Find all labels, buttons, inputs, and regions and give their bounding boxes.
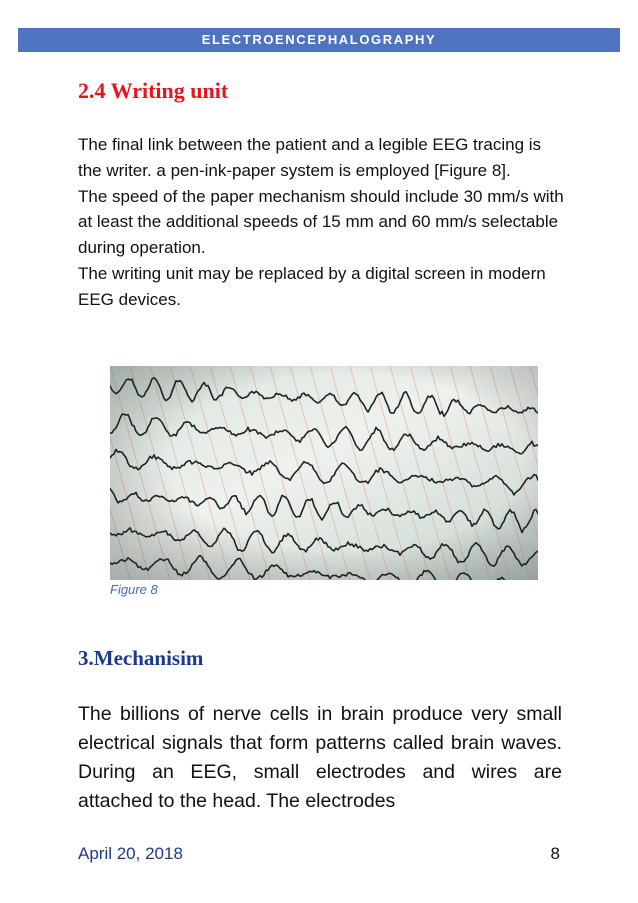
paragraph: The final link between the patient and a legible EEG tracing is the writer. a pen-ink-paper system is employed [Figure 8]. — [78, 135, 542, 180]
footer-date: April 20, 2018 — [78, 844, 183, 863]
section-heading-writing-unit: 2.4 Writing unit — [78, 78, 229, 103]
paragraph: The writing unit may be replaced by a digital screen in modern EEG devices. — [78, 263, 546, 309]
section-heading-mechanism: 3.Mechanisim — [78, 646, 204, 670]
paragraph: The speed of the paper mechanism should include 30 mm/s with at least the additional speeds of 15 mm and 60 mm/s selectable during operation. — [78, 186, 564, 258]
writing-unit-body — [78, 132, 568, 313]
running-header: ELECTROENCEPHALOGRAPHY — [18, 28, 620, 52]
page-number: 8 — [550, 844, 560, 863]
eeg-tracing-photo — [110, 366, 538, 580]
mechanism-body: The billions of nerve cells in brain produce very small electrical signals that form patterns called brain waves. During an EEG, small electrodes and wires are attached to the head. The electrodes — [78, 703, 562, 812]
figure-caption: Figure 8 — [110, 582, 158, 597]
